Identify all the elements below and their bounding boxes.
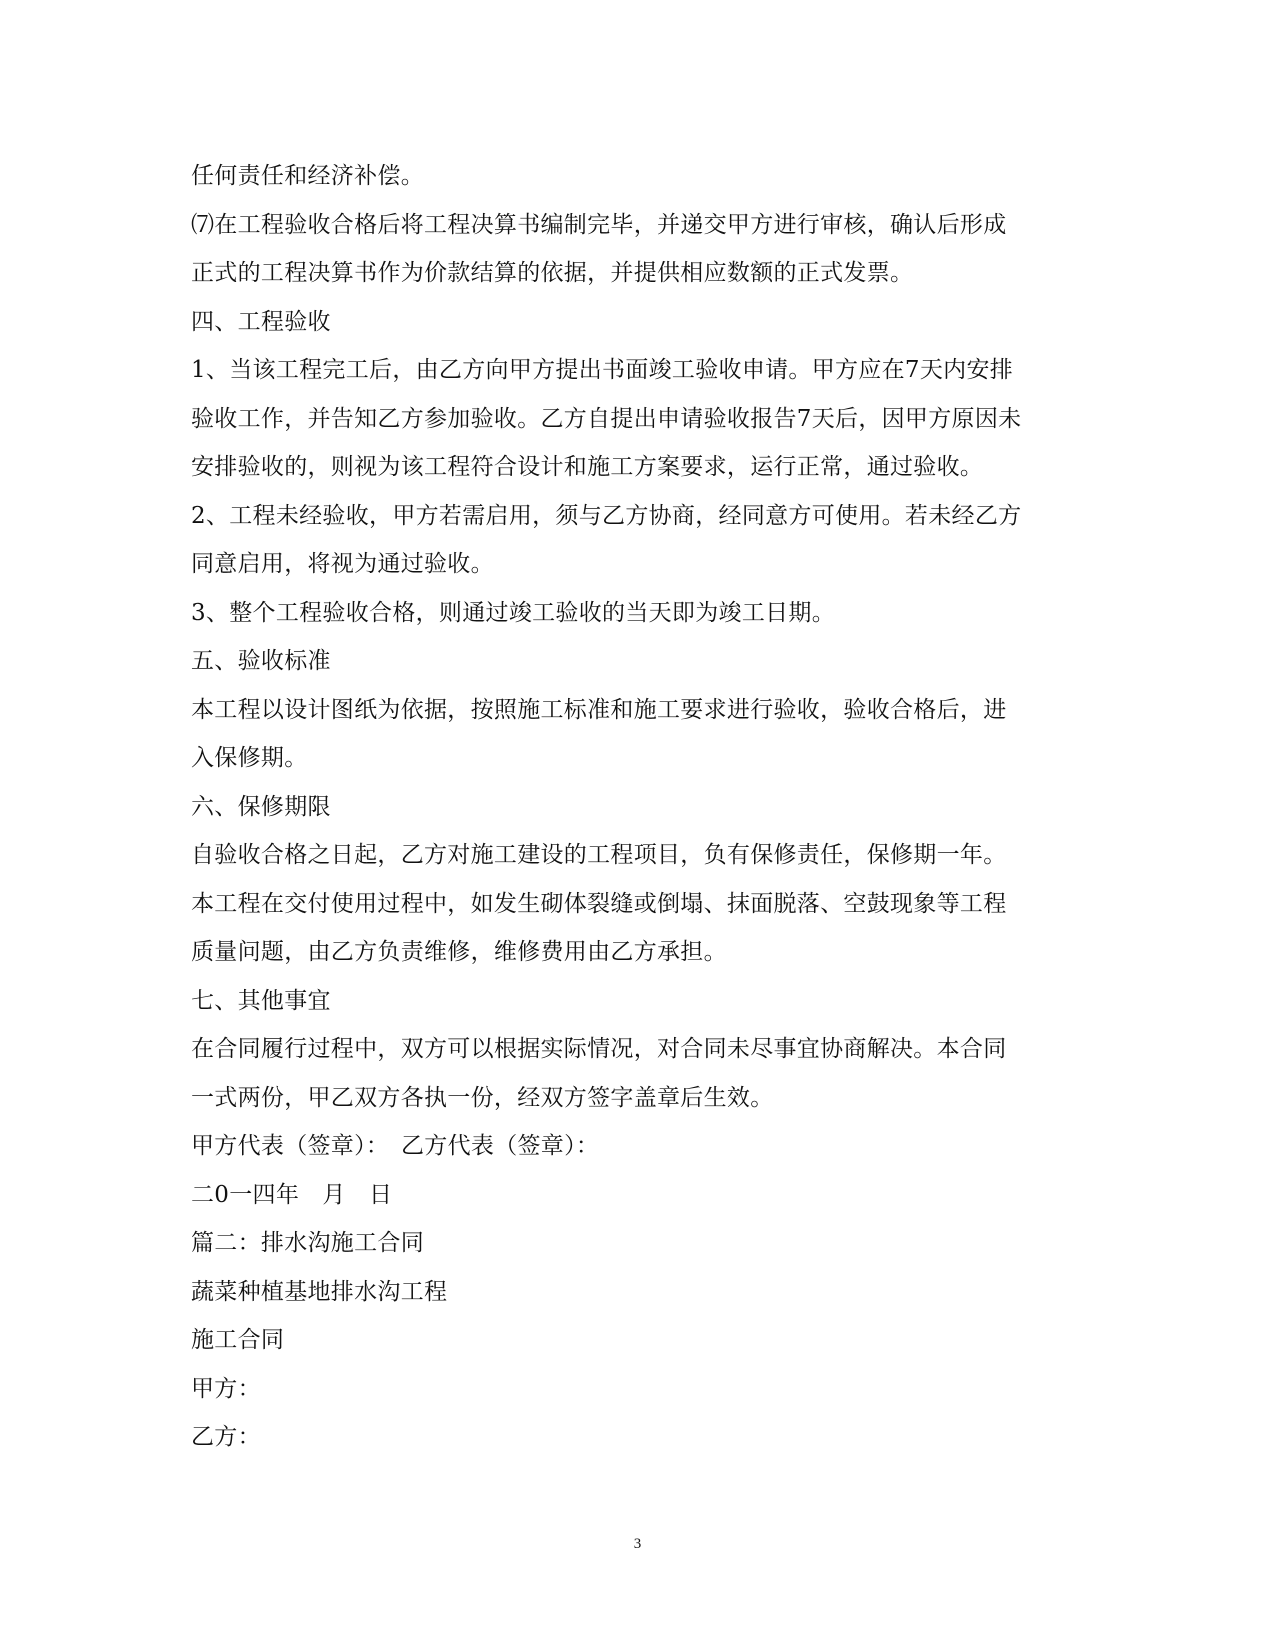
text-line: 2、工程未经验收，甲方若需启用，须与乙方协商，经同意方可使用。若未经乙方 <box>191 502 1022 529</box>
signature-line: 甲方代表（签章）： 乙方代表（签章）： <box>191 1133 600 1159</box>
contract-title: 蔬菜种植基地排水沟工程 <box>191 1278 448 1305</box>
text-line: 入保修期。 <box>191 745 308 771</box>
section-heading: 六、保修期限 <box>191 793 331 820</box>
contract-subtitle: 施工合同 <box>191 1327 285 1353</box>
text-line: 同意启用，将视为通过验收。 <box>191 551 494 577</box>
text-line: 任何责任和经济补偿。 <box>191 163 424 189</box>
text-line: 正式的工程决算书作为价款结算的依据，并提供相应数额的正式发票。 <box>191 260 914 286</box>
document-body <box>191 152 1091 1462</box>
party-b-line: 乙方： <box>191 1424 261 1450</box>
text-line: 自验收合格之日起，乙方对施工建设的工程项目，负有保修责任，保修期一年。 <box>191 842 1007 868</box>
text-line: 3、整个工程验收合格，则通过竣工验收的当天即为竣工日期。 <box>191 599 836 626</box>
text-line: 1、当该工程完工后，由乙方向甲方提出书面竣工验收申请。甲方应在7天内安排 <box>191 357 1014 383</box>
text-line: ⑺在工程验收合格后将工程决算书编制完毕，并递交甲方进行审核，确认后形成 <box>191 211 1007 238</box>
text-line: 安排验收的，则视为该工程符合设计和施工方案要求，运行正常，通过验收。 <box>191 454 984 480</box>
text-line: 在合同履行过程中，双方可以根据实际情况，对合同未尽事宜协商解决。本合同 <box>191 1036 1007 1062</box>
section-heading: 四、工程验收 <box>191 308 331 335</box>
section-heading: 五、验收标准 <box>191 648 331 674</box>
party-a-line: 甲方： <box>191 1375 261 1402</box>
chapter-title: 篇二：排水沟施工合同 <box>191 1230 424 1256</box>
text-line: 本工程在交付使用过程中，如发生砌体裂缝或倒塌、抹面脱落、空鼓现象等工程 <box>191 890 1007 917</box>
date-line: 二0一四年 月 日 <box>191 1181 393 1208</box>
text-line: 验收工作，并告知乙方参加验收。乙方自提出申请验收报告7天后，因甲方原因未 <box>191 405 1022 432</box>
text-line: 一式两份，甲乙双方各执一份，经双方签字盖章后生效。 <box>191 1084 774 1111</box>
text-line: 质量问题，由乙方负责维修，维修费用由乙方承担。 <box>191 939 727 965</box>
text-line: 本工程以设计图纸为依据，按照施工标准和施工要求进行验收，验收合格后，进 <box>191 696 1007 723</box>
page-number: 3 <box>633 1536 642 1552</box>
section-heading: 七、其他事宜 <box>191 987 331 1014</box>
